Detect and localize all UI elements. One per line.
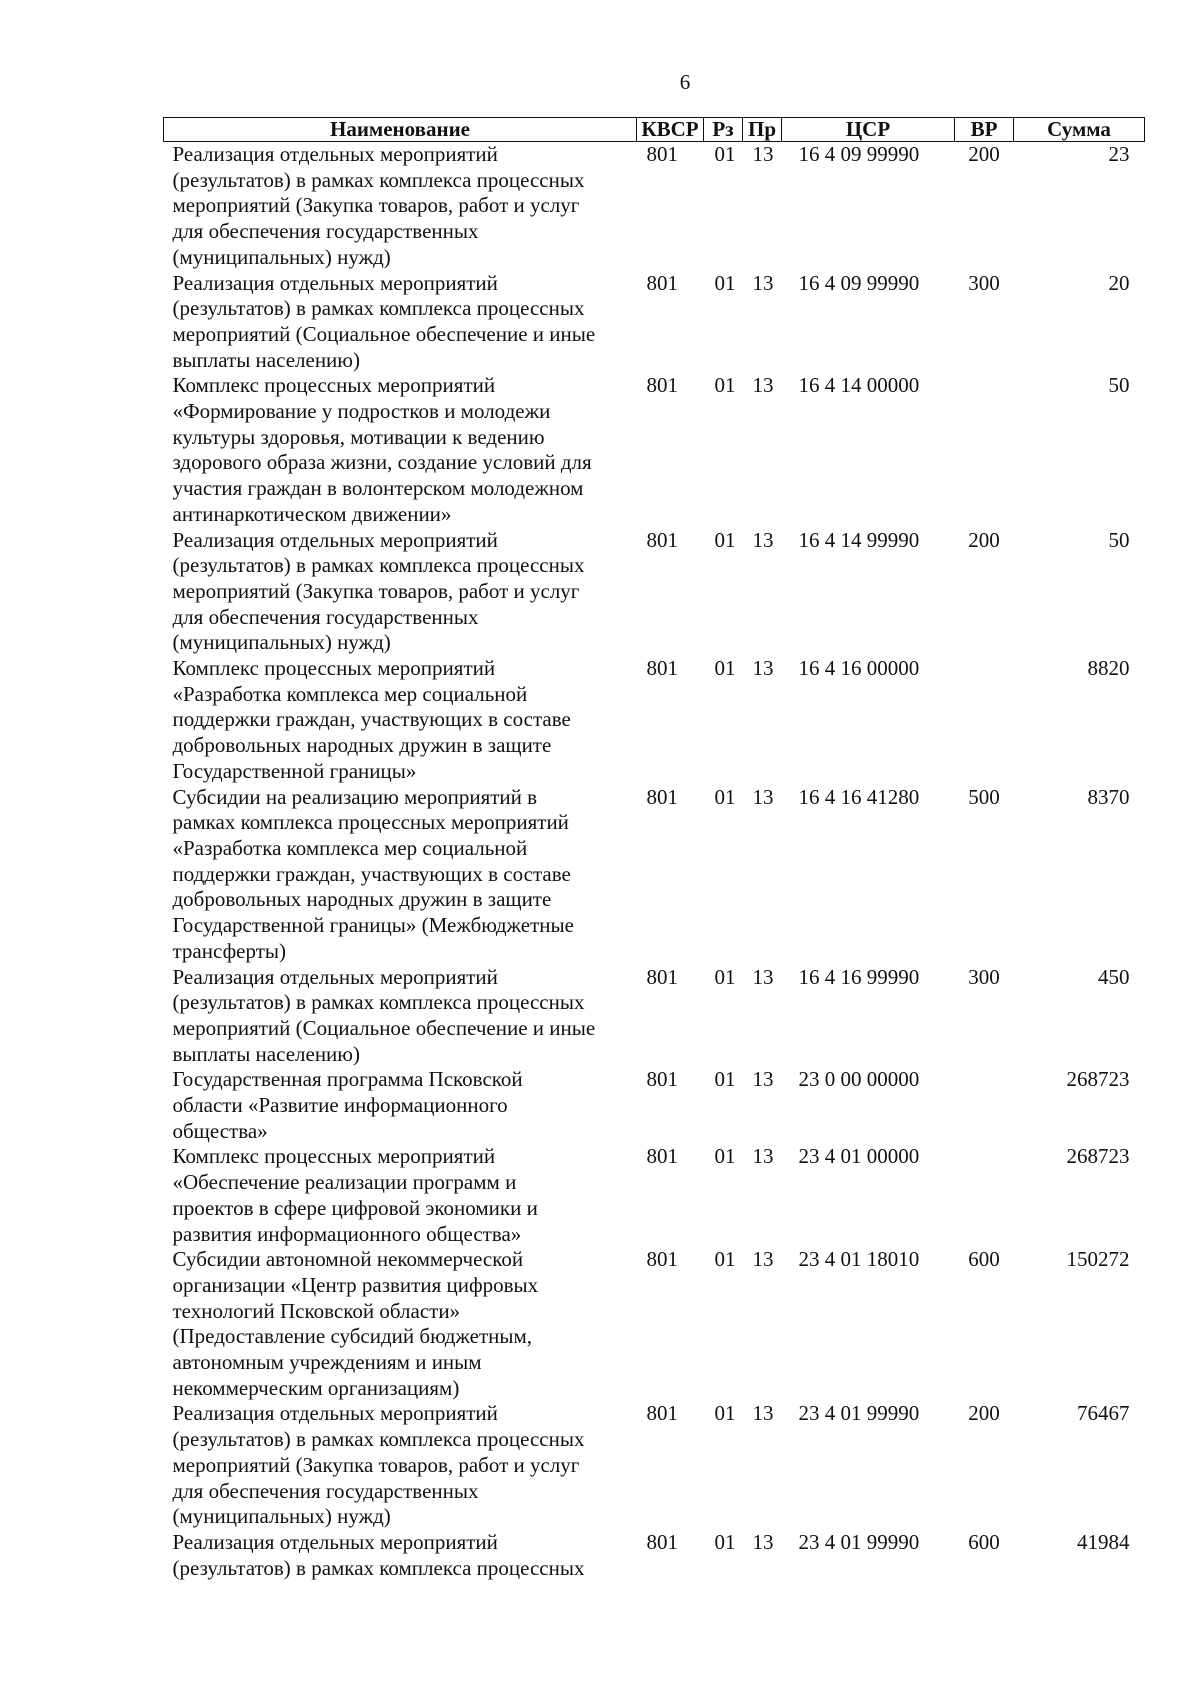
- row-vr: 300: [968, 270, 1000, 295]
- row-rz: 01: [714, 784, 736, 809]
- row-name-line: (Предоставление субсидий бюджетным,: [172, 1324, 533, 1349]
- row-sum: 450: [1098, 964, 1130, 989]
- row-pr: 13: [752, 527, 774, 552]
- row-sum: 50: [1108, 373, 1130, 398]
- row-name-line: мероприятий (Закупка товаров, работ и услуг: [172, 578, 580, 603]
- row-name-line: культуры здоровья, мотивации к ведению: [172, 424, 545, 449]
- row-name-line: (муниципальных) нужд): [172, 630, 391, 655]
- row-name-line: поддержки граждан, участвующих в составе: [172, 707, 571, 732]
- table-row: [164, 1401, 1145, 1530]
- row-kvsr: 801: [646, 527, 678, 552]
- header-pr: Пр: [743, 118, 782, 142]
- row-name-line: антинаркотическом движении»: [172, 501, 452, 526]
- row-pr: 13: [752, 142, 774, 166]
- row-vr: [955, 1144, 1014, 1247]
- row-name-line: для обеспечения государственных: [172, 604, 479, 629]
- row-csr: 23 0 00 00000: [798, 1067, 920, 1092]
- row-csr: 16 4 16 99990: [798, 964, 920, 989]
- row-rz: 01: [714, 1401, 736, 1426]
- row-sum: 8820: [1087, 656, 1130, 681]
- row-name-line: Субсидии автономной некоммерческой: [172, 1247, 524, 1272]
- row-name-line: «Обеспечение реализации программ и: [172, 1170, 517, 1195]
- row-kvsr: 801: [646, 1401, 678, 1426]
- row-name-line: выплаты населению): [172, 1041, 360, 1066]
- row-name-line: Реализация отдельных мероприятий: [172, 270, 498, 295]
- row-rz: 01: [714, 1529, 736, 1554]
- row-vr: 200: [968, 527, 1000, 552]
- row-name: [164, 271, 637, 374]
- row-rz: 01: [714, 656, 736, 681]
- row-pr: 13: [752, 1529, 774, 1554]
- row-name: [164, 1247, 637, 1401]
- row-pr: 13: [752, 784, 774, 809]
- row-name-line: рамках комплекса процессных мероприятий: [172, 810, 569, 835]
- row-sum: 150272: [1066, 1247, 1130, 1272]
- row-name-line: выплаты населению): [172, 347, 360, 372]
- row-kvsr: 801: [646, 1247, 678, 1272]
- row-name-line: Комплекс процессных мероприятий: [172, 656, 496, 681]
- row-vr: 600: [968, 1247, 1000, 1272]
- row-rz: 01: [714, 527, 736, 552]
- row-name-line: мероприятий (Закупка товаров, работ и услуг: [172, 1452, 580, 1477]
- row-csr: 23 4 01 18010: [798, 1247, 920, 1272]
- row-pr: 13: [752, 1144, 774, 1169]
- table-row: [164, 142, 1145, 271]
- row-csr: 23 4 01 99990: [798, 1529, 920, 1554]
- row-vr: 300: [968, 964, 1000, 989]
- header-vr: ВР: [955, 118, 1014, 142]
- row-name-line: Реализация отдельных мероприятий: [172, 1529, 498, 1554]
- row-name-line: (результатов) в рамках комплекса процессных: [172, 553, 585, 578]
- row-name-line: автономным учреждениям и иным: [172, 1350, 482, 1375]
- row-name-line: Комплекс процессных мероприятий: [172, 1144, 496, 1169]
- row-csr: 16 4 14 99990: [798, 527, 920, 552]
- row-name: [164, 373, 637, 527]
- row-vr: [955, 373, 1014, 527]
- row-name-line: поддержки граждан, участвующих в составе: [172, 861, 571, 886]
- row-rz: 01: [714, 1247, 736, 1272]
- table-row: [164, 1247, 1145, 1401]
- row-name-line: добровольных народных дружин в защите: [172, 887, 552, 912]
- row-name-line: Государственной границы» (Межбюджетные: [172, 913, 574, 938]
- row-pr: 13: [752, 656, 774, 681]
- row-name-line: «Формирование у подростков и молодежи: [172, 399, 551, 424]
- header-name: Наименование: [164, 118, 637, 142]
- table-row: [164, 528, 1145, 657]
- row-kvsr: 801: [646, 656, 678, 681]
- table-row: [164, 656, 1145, 785]
- row-rz: 01: [714, 142, 736, 166]
- row-name-line: (результатов) в рамках комплекса процессных: [172, 1555, 585, 1580]
- row-name-line: (результатов) в рамках комплекса процессных: [172, 167, 585, 192]
- row-kvsr: 801: [646, 1529, 678, 1554]
- row-name-line: добровольных народных дружин в защите: [172, 733, 552, 758]
- row-csr: 23 4 01 99990: [798, 1401, 920, 1426]
- row-name-line: Государственная программа Псковской: [172, 1067, 523, 1092]
- row-name-line: Реализация отдельных мероприятий: [172, 142, 498, 166]
- row-name-line: (муниципальных) нужд): [172, 244, 391, 269]
- row-name-line: организации «Центр развития цифровых: [172, 1272, 539, 1297]
- row-name-line: мероприятий (Социальное обеспечение и иные: [172, 1015, 596, 1040]
- row-sum: 20: [1108, 270, 1130, 295]
- row-rz: 01: [714, 964, 736, 989]
- table-row: [164, 373, 1145, 527]
- row-csr: 16 4 16 41280: [798, 784, 920, 809]
- row-name-line: для обеспечения государственных: [172, 219, 479, 244]
- row-rz: 01: [714, 1144, 736, 1169]
- row-name-line: Комплекс процессных мероприятий: [172, 373, 496, 398]
- row-sum: 268723: [1066, 1067, 1130, 1092]
- row-name-line: развития информационного общества»: [172, 1221, 522, 1246]
- header-csr: ЦСР: [782, 118, 955, 142]
- row-pr: 13: [752, 270, 774, 295]
- row-name-line: Реализация отдельных мероприятий: [172, 1401, 498, 1426]
- row-rz: 01: [714, 373, 736, 398]
- row-name-line: трансферты): [172, 938, 287, 963]
- row-name-line: участия граждан в волонтерском молодежном: [172, 476, 584, 501]
- header-sum: Сумма: [1014, 118, 1145, 142]
- row-name-line: мероприятий (Закупка товаров, работ и услуг: [172, 193, 580, 218]
- row-sum: 268723: [1066, 1144, 1130, 1169]
- row-rz: 01: [714, 270, 736, 295]
- row-name-line: для обеспечения государственных: [172, 1478, 479, 1503]
- row-sum: 8370: [1087, 784, 1130, 809]
- row-name-line: общества»: [172, 1118, 268, 1143]
- row-sum: 41984: [1077, 1529, 1130, 1554]
- row-name: [164, 656, 637, 785]
- row-pr: 13: [752, 373, 774, 398]
- row-name-line: (муниципальных) нужд): [172, 1504, 391, 1529]
- row-name-line: технологий Псковской области»: [172, 1298, 461, 1323]
- row-pr: 13: [752, 1401, 774, 1426]
- row-vr: 600: [968, 1529, 1000, 1554]
- row-name: [164, 965, 637, 1068]
- row-pr: 13: [752, 964, 774, 989]
- row-csr: 16 4 09 99990: [798, 270, 920, 295]
- row-kvsr: 801: [646, 142, 678, 166]
- table-body: [164, 142, 1145, 1582]
- row-kvsr: 801: [646, 373, 678, 398]
- table-row: [164, 1530, 1145, 1581]
- table-row: [164, 965, 1145, 1068]
- table-row: [164, 1067, 1145, 1144]
- row-vr: [955, 1067, 1014, 1144]
- budget-table: [163, 117, 1145, 1581]
- row-pr: 13: [752, 1247, 774, 1272]
- row-sum: 50: [1108, 527, 1130, 552]
- header-kvsr: КВСР: [637, 118, 704, 142]
- row-name: [164, 1401, 637, 1530]
- row-name-line: мероприятий (Социальное обеспечение и иные: [172, 321, 596, 346]
- row-vr: 200: [968, 1401, 1000, 1426]
- row-kvsr: 801: [646, 1067, 678, 1092]
- row-sum: 23: [1108, 142, 1130, 166]
- row-vr: 200: [968, 142, 1000, 166]
- row-name-line: некоммерческим организациям): [172, 1375, 460, 1400]
- row-name-line: (результатов) в рамках комплекса процессных: [172, 990, 585, 1015]
- header-rz: Рз: [704, 118, 743, 142]
- row-csr: 23 4 01 00000: [798, 1144, 920, 1169]
- row-name-line: Реализация отдельных мероприятий: [172, 527, 498, 552]
- row-kvsr: 801: [646, 1144, 678, 1169]
- row-kvsr: 801: [646, 784, 678, 809]
- row-kvsr: 801: [646, 270, 678, 295]
- row-name-line: «Разработка комплекса мер социальной: [172, 681, 528, 706]
- row-pr: 13: [752, 1067, 774, 1092]
- row-vr: [955, 656, 1014, 785]
- row-name-line: области «Развитие информационного: [172, 1093, 508, 1118]
- row-sum: 76467: [1077, 1401, 1130, 1426]
- row-name-line: здорового образа жизни, создание условий для: [172, 450, 592, 475]
- row-name: [164, 1067, 637, 1144]
- row-csr: 16 4 09 99990: [798, 142, 920, 166]
- row-name: [164, 1530, 637, 1581]
- table-row: [164, 785, 1145, 965]
- row-csr: 16 4 16 00000: [798, 656, 920, 681]
- row-name-line: Реализация отдельных мероприятий: [172, 964, 498, 989]
- row-csr: 16 4 14 00000: [798, 373, 920, 398]
- row-name: [164, 785, 637, 965]
- row-rz: 01: [714, 1067, 736, 1092]
- table-header-row: [164, 118, 1145, 142]
- table-row: [164, 1144, 1145, 1247]
- row-name-line: Государственной границы»: [172, 758, 417, 783]
- row-name-line: Субсидии на реализацию мероприятий в: [172, 784, 538, 809]
- row-name-line: (результатов) в рамках комплекса процессных: [172, 1427, 585, 1452]
- row-vr: 500: [968, 784, 1000, 809]
- row-name: [164, 142, 637, 271]
- table-row: [164, 271, 1145, 374]
- row-name-line: «Разработка комплекса мер социальной: [172, 835, 528, 860]
- row-kvsr: 801: [646, 964, 678, 989]
- page-number: 6: [679, 70, 691, 94]
- row-name-line: проектов в сфере цифровой экономики и: [172, 1195, 538, 1220]
- row-name: [164, 528, 637, 657]
- row-name: [164, 1144, 637, 1247]
- row-name-line: (результатов) в рамках комплекса процессных: [172, 296, 585, 321]
